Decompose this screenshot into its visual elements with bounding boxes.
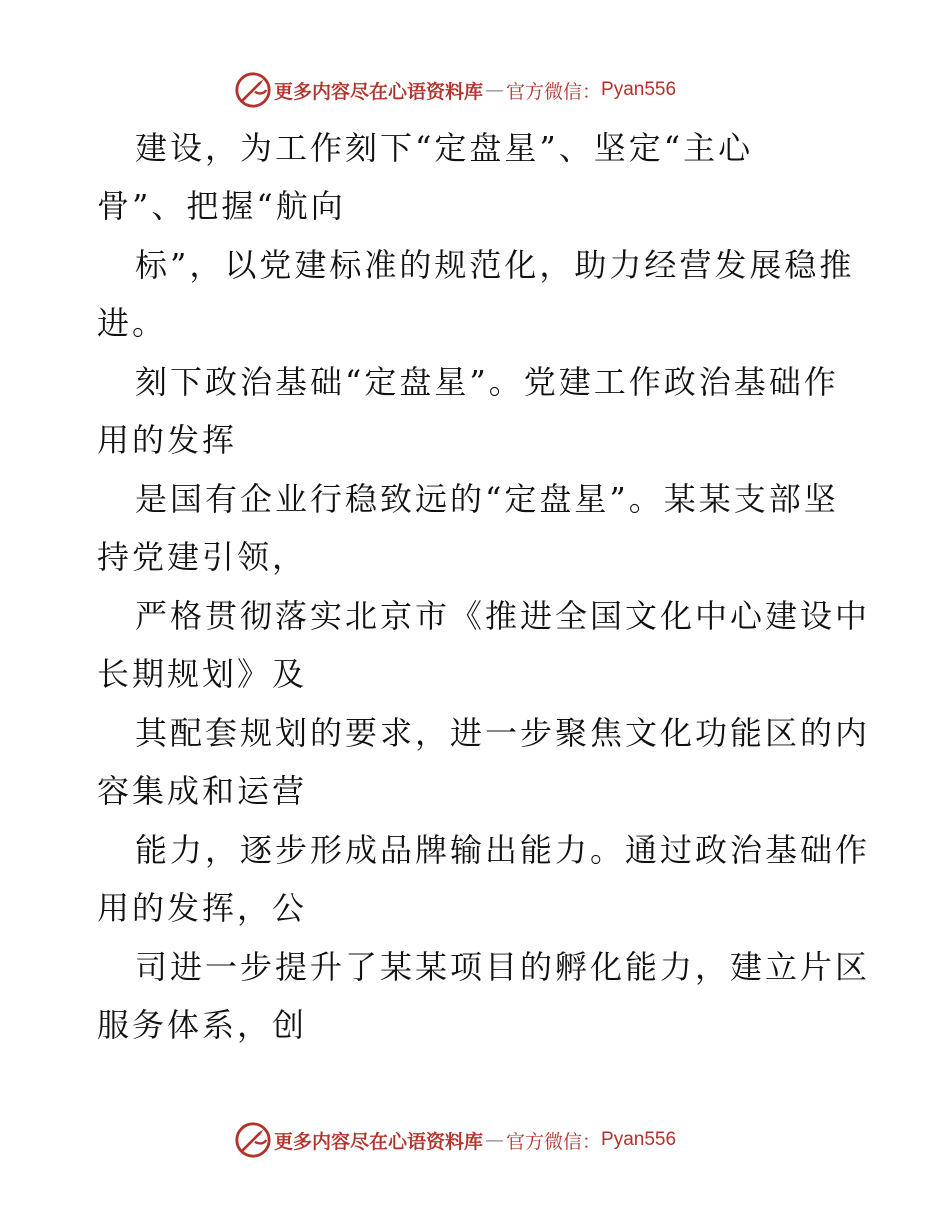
body-line: 用的发挥 [97, 421, 238, 459]
body-line: 能力，逐步形成品牌输出能力。通过政治基础作 [135, 831, 871, 869]
body-line: 司进一步提升了某某项目的孵化能力，建立片区 [135, 948, 871, 986]
body-line: 建设，为工作刻下“定盘星”、坚定“主心 [135, 129, 754, 167]
header-banner-official-label: 官方微信： [506, 80, 602, 103]
body-line: 容集成和运营 [97, 772, 308, 810]
footer-banner-title: 更多内容尽在心语资料库 [274, 1130, 484, 1153]
footer-banner-official-label: 官方微信： [506, 1130, 602, 1153]
footer-banner-wechat-id: Pyan556 [601, 1129, 677, 1150]
footer-banner [234, 1120, 676, 1160]
footer-banner-dash: — [485, 1129, 505, 1151]
pen-logo-icon [234, 1121, 272, 1159]
body-line: 骨”、把握“航向 [97, 187, 346, 225]
body-line: 进。 [97, 304, 168, 342]
body-line: 严格贯彻落实北京市《推进全国文化中心建设中 [135, 597, 871, 635]
body-line: 长期规划》及 [97, 655, 308, 693]
body-line: 标”，以党建标准的规范化，助力经营发展稳推 [135, 246, 855, 284]
body-line: 其配套规划的要求，进一步聚焦文化功能区的内 [135, 714, 871, 752]
body-line: 刻下政治基础“定盘星”。党建工作政治基础作 [135, 363, 839, 401]
header-banner-wechat-id: Pyan556 [601, 79, 677, 100]
header-banner-title: 更多内容尽在心语资料库 [274, 80, 484, 103]
body-line: 持党建引领， [97, 538, 308, 576]
pen-logo-icon [234, 71, 272, 109]
body-line: 是国有企业行稳致远的“定盘星”。某某支部坚 [135, 480, 839, 518]
header-banner [234, 70, 676, 110]
body-line: 用的发挥，公 [97, 889, 308, 927]
body-line: 服务体系，创 [97, 1006, 308, 1044]
header-banner-dash: — [485, 79, 505, 101]
